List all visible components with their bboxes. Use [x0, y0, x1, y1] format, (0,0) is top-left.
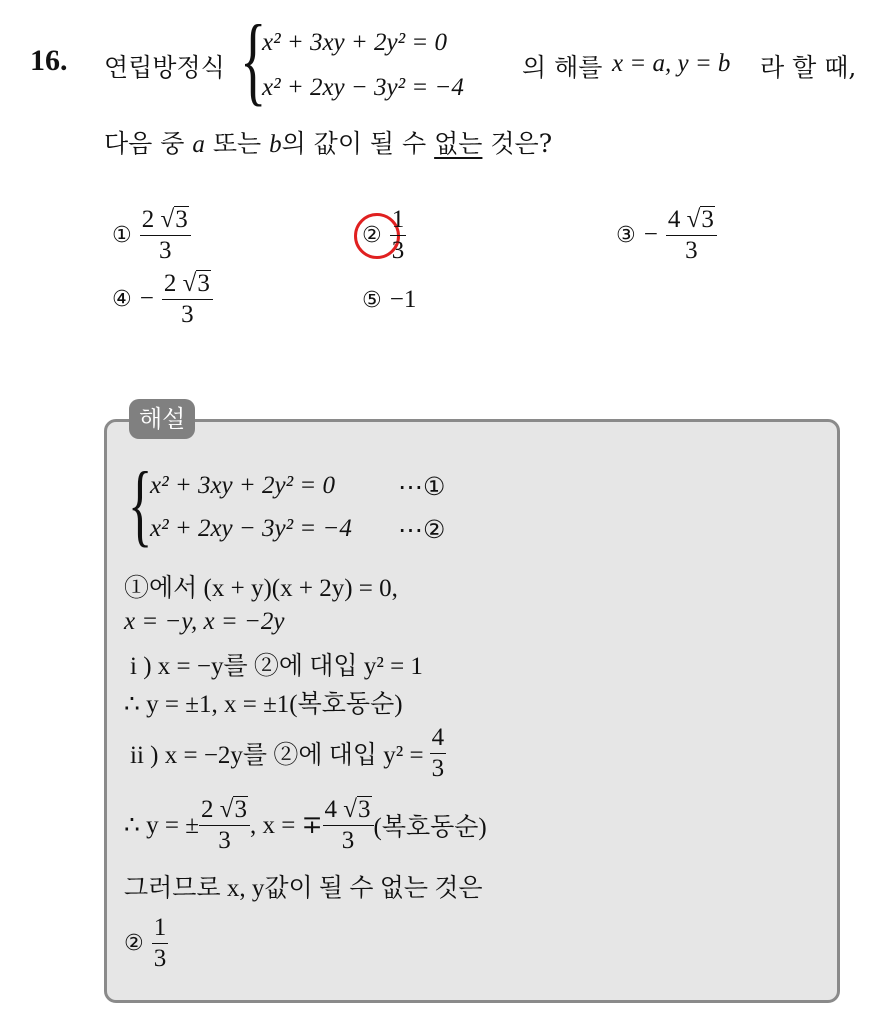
solution-line-roots: x = −y, x = −2y	[124, 608, 285, 635]
choice-4-marker: ④	[112, 286, 132, 312]
solution-result-y-fraction: $\frac{2 √3}{3}$	[199, 796, 250, 854]
choice-5-value: −1	[389, 286, 417, 313]
emphasis-none: 없는	[434, 129, 483, 158]
choice-2-marker: ②	[362, 222, 382, 248]
problem-number: 16.	[30, 44, 68, 77]
solution-equation-1: x² + 3xy + 2y² = 0	[150, 472, 335, 499]
condition-text-1: 의 해를	[522, 53, 603, 82]
choice-3[interactable]	[616, 206, 717, 264]
choice-5-marker: ⑤	[362, 287, 382, 313]
solution-tag: 해설	[129, 399, 195, 439]
var-a: a	[192, 131, 205, 158]
solution-line-case1: i ) x = −y를 ②에 대입 y² = 1	[130, 653, 423, 680]
solution-line-factor: ①에서 (x + y)(x + 2y) = 0,	[124, 575, 398, 602]
solution-line-case2-result	[124, 796, 487, 854]
solution-equation-2: x² + 2xy − 3y² = −4	[150, 515, 352, 542]
choice-3-fraction: $\frac{4 √3}{3}$	[666, 206, 717, 264]
solution-answer	[124, 914, 168, 972]
choice-5[interactable]	[362, 286, 416, 314]
choice-3-sign: −	[643, 221, 658, 248]
solution-result-y: ∴ y = ±	[124, 812, 199, 839]
solution-line-case2	[130, 724, 446, 782]
problem-equation-2: x² + 2xy − 3y² = −4	[262, 74, 464, 101]
choice-1[interactable]	[112, 206, 191, 264]
choice-1-fraction: $\frac{2 √3}{3}$	[140, 206, 191, 264]
solution-line-case1-result: ∴ y = ±1, x = ±1(복호동순)	[124, 691, 403, 718]
choice-4[interactable]	[112, 270, 213, 328]
choice-4-sign: −	[139, 285, 154, 312]
var-b: b	[269, 131, 282, 158]
system-brace: {	[240, 4, 267, 115]
solution-answer-fraction: $\frac{1}{3}$	[153, 914, 167, 972]
condition-variables: x = a, y = b	[612, 50, 731, 77]
choice-4-fraction: $\frac{2 √3}{3}$	[162, 270, 213, 328]
problem-intro: 연립방정식	[104, 53, 225, 82]
question-text-3: 의 값이 될 수	[281, 129, 427, 158]
question-line	[104, 124, 552, 160]
solution-result-x: , x = ∓	[249, 812, 323, 839]
choice-1-marker: ①	[112, 222, 132, 248]
solution-answer-marker: ②	[124, 930, 144, 956]
solution-equation-2-ref: ⋯②	[398, 517, 446, 544]
solution-case2-text: ii ) x = −2y를 ②에 대입 y² =	[130, 742, 424, 769]
problem-equation-1: x² + 3xy + 2y² = 0	[262, 29, 447, 56]
solution-conclusion: 그러므로 x, y값이 될 수 없는 것은	[124, 875, 483, 902]
solution-equation-1-ref: ⋯①	[398, 474, 446, 501]
solution-result-note: (복호동순)	[373, 814, 487, 841]
solution-result-x-fraction: $\frac{4 √3}{3}$	[323, 796, 374, 854]
question-text-2: 또는	[212, 129, 262, 158]
question-text-4: 것은?	[490, 129, 553, 158]
question-text-1: 다음 중	[104, 129, 185, 158]
solution-system-brace: {	[128, 453, 153, 555]
choice-3-marker: ③	[616, 222, 636, 248]
choice-2-fraction: $\frac{1}{3}$	[391, 206, 405, 264]
choice-2[interactable]	[362, 206, 406, 264]
solution-case2-fraction: $\frac{4}{3}$	[431, 724, 445, 782]
condition-text-2: 라 할 때,	[760, 53, 857, 82]
